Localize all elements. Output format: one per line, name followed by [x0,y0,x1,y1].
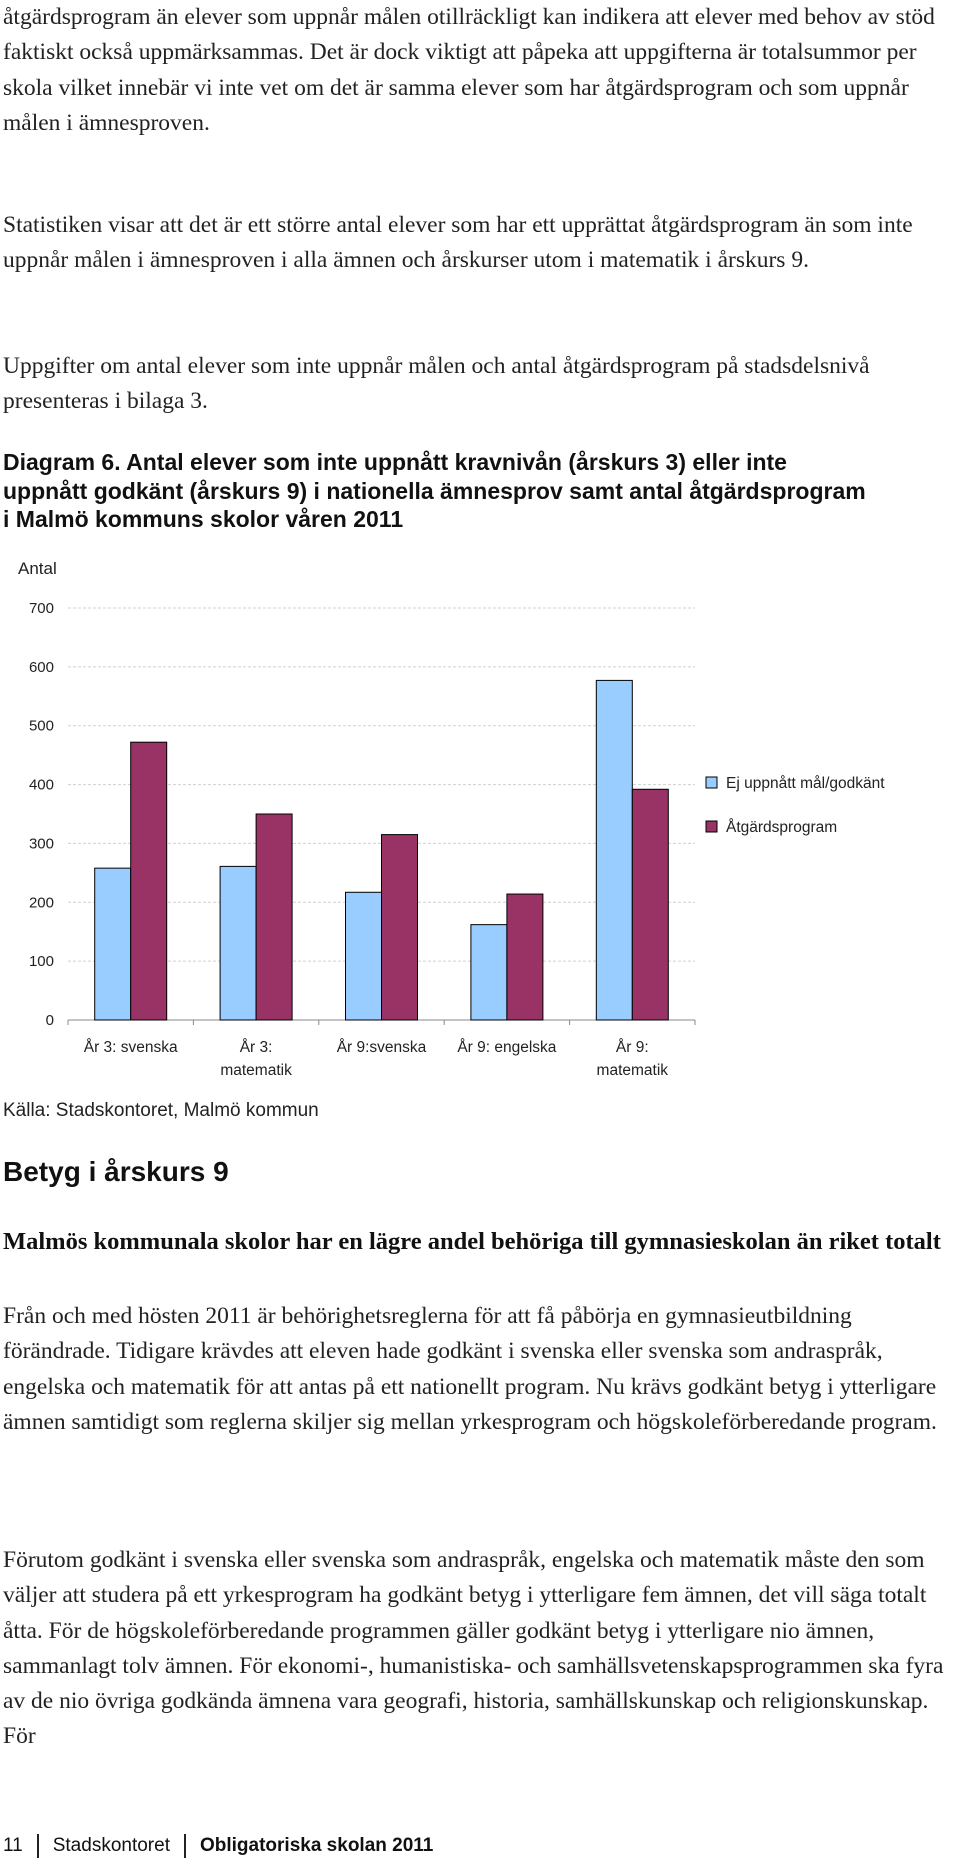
x-tick-label: År 3: [239,1039,273,1056]
bar-atgardsprogram [507,894,543,1020]
y-axis-title: Antal [18,559,57,578]
paragraph-eligibility-rules: Från och med hösten 2011 är behörighetsreglerna för att få påbörja en gymnasieutbildning förändrade. Tidigare krävdes att eleven hade godkänt i svenska eller svenska som andraspråk, engelska och matematik för att antas på ett nationellt program. Nu krävs godkänt betyg i ytterligare ämnen samtidigt som reglerna skiljer sig mellan yrkesprogram och högskoleförberedande program. [3,1303,937,1435]
legend-swatch [706,777,717,788]
legend-label: Ej uppnått mål/godkänt [726,775,885,792]
bar-ej-uppnatt [346,892,382,1020]
diagram-caption: Diagram 6. Antal elever som inte uppnått kravnivån (årskurs 3) eller inte uppnått godkänt (årskurs 9) i nationella ämnesprov samt antal åtgärdsprogram i Malmö kommuns skolor våren 2011 [3,449,866,532]
chart-source: Källa: Stadskontoret, Malmö kommun [3,1100,319,1121]
bar-atgardsprogram [632,789,668,1020]
y-tick-label: 300 [28,835,54,853]
y-tick-label: 200 [28,894,54,912]
bar-ej-uppnatt [596,680,632,1020]
x-tick-label: År 3: svenska [83,1039,178,1056]
bar-atgardsprogram [256,814,292,1020]
footer-divider [184,1834,186,1858]
paragraph-requirements: Förutom godkänt i svenska eller svenska som andraspråk, engelska och matematik måste den som väljer att studera på ett yrkesprogram ha godkänt betyg i ytterligare fem ämnen, det vill säga totalt åtta. För de högskoleförberedande programmen gäller godkänt betyg i ytterligare nio ämnen, sammanlagt tolv ämnen. För ekonomi-, humanistiska- och samhällsvetenskapsprogrammen ska fyra av de nio övriga godkända ämnena vara geografi, historia, samhällskunskap och religionskunskap. För [3,1547,944,1750]
subheading: Malmös kommunala skolor har en lägre andel behöriga till gymnasieskolan än riket totalt [3,1228,941,1255]
bar-atgardsprogram [131,742,167,1020]
x-tick-label: matematik [596,1062,669,1079]
paragraph-intro: åtgärdsprogram än elever som uppnår målen otillräckligt kan indikera att elever med behov av stöd faktiskt också uppmärksammas. Det är dock viktigt att påpeka att uppgifterna är totalsummor per skola vilket innebär vi inte vet om det är samma elever som har åtgärdsprogram och som uppnår målen i ämnesproven. [3,4,935,136]
x-tick-label: År 9:svenska [336,1039,427,1056]
bar-chart [0,550,960,1090]
section-heading: Betyg i årskurs 9 [3,1156,229,1187]
bar-ej-uppnatt [95,868,131,1020]
x-tick-label: År 9: engelska [457,1039,557,1056]
y-tick-label: 0 [45,1012,54,1029]
y-tick-label: 500 [28,717,54,735]
y-tick-label: 700 [28,600,54,617]
legend-swatch [706,821,717,832]
bar-ej-uppnatt [471,925,507,1020]
footer-title: Obligatoriska skolan 2011 [199,1835,434,1856]
x-tick-label: År 9: [615,1039,649,1056]
legend-label: Åtgärdsprogram [726,819,838,836]
y-tick-label: 400 [28,776,54,794]
page-number: 11 [3,1835,23,1856]
x-tick-label: matematik [220,1062,292,1079]
y-tick-label: 600 [28,658,54,676]
paragraph-statistics: Statistiken visar att det är ett större antal elever som har ett upprättat åtgärdsprogram än som inte uppnår målen i ämnesproven i alla ämnen och årskurser utom i matematik i årskurs 9. [3,212,913,274]
y-tick-label: 100 [28,953,54,971]
bar-ej-uppnatt [220,866,256,1020]
page-footer [3,1834,433,1858]
bar-atgardsprogram [382,835,418,1020]
footer-divider [37,1834,39,1858]
paragraph-appendix-reference: Uppgifter om antal elever som inte uppnår målen och antal åtgärdsprogram på stadsdelsnivå presenteras i bilaga 3. [3,353,870,415]
footer-org: Stadskontoret [52,1835,170,1856]
